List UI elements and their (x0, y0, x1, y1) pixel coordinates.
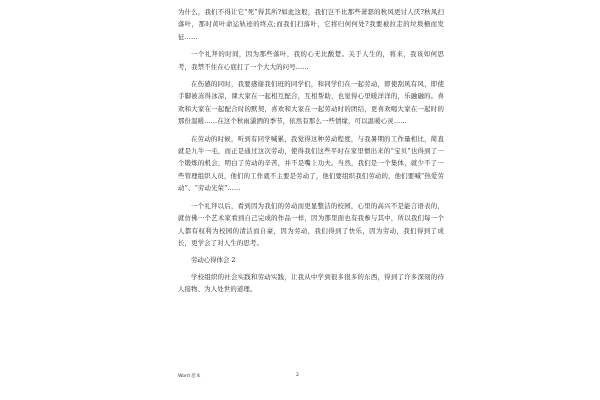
paragraph-4: 在劳动的时候，听到有同学喊累，我觉得这种劳动程度，与我暑期的工作量相比，简直就是九牛一毛，而正是通过这次劳动，使得我们这些平时在家里惯出来的“宝贝”也得到了一个锻炼的机会，明白了劳动的辛苦，并不是嘴上功夫。当然，我们是一个集体，就少不了一些管理组织人员，他们的工作就不主要是劳动了，他们要组织我们劳动的，他们要喊“热爱劳动”、“劳动光荣”…… (178, 134, 444, 193)
paragraph-closing: 学校组织的社会实践和劳动实践，让我从中学到很多很多的东西，得到了许多深刻的待人接物、为人处世的道理。 (178, 272, 444, 294)
paragraph-2: 一个礼拜的时间，因为那些落叶，我的心无比酸楚。关于人生的，将来，我该如何思考，我禁不住在心底打了一个大大的问号…… (178, 50, 444, 71)
section-heading: 劳动心得体会 2 (191, 256, 236, 265)
paragraph-1: 为什么，我们不得让它“死”得其所?如此这般，我们岂不比那些萧瑟的秋风更讨人厌?秋风扫落叶，那时黄叶命运轨迹的终点;而我们扫落叶，它将归何何处?我要被拉走的垃圾桶而发征…… (178, 8, 444, 41)
footer-label: Word 范本 (178, 374, 201, 379)
paragraph-5: 一个礼拜以后，看到因为我们的劳动而更显整洁的校园，心里的高兴不是能言语表的，就仿佛一个艺术家看到自己完成的作品一样，因为那里面也有我参与其中，所以我们每一个人都有权利为校园的清洁而自豪，因为劳动，我们得到了快乐，因为劳动，我们得到了成长，更学会了对人生的思考。 (178, 201, 444, 247)
paragraph-3: 在伤感的同时，我要感谢我们班的同学们，和同学们在一起劳动，即使刮风有风，即使手脚被冻得冰凉，课大家在一起相互配合，互相帮助，也觉得心里暖洋洋的，乐融融的。喜欢和大家在一起配合时的默契，喜欢和大家在一起劳动时的团结，更喜欢喝大家在一起时的那份温暖……在这个秋雨潇洒的季节，依然有那么一些情缘，可以温暖心灵…… (178, 80, 444, 126)
page-number: 2 (296, 373, 299, 378)
document-body (178, 6, 444, 301)
